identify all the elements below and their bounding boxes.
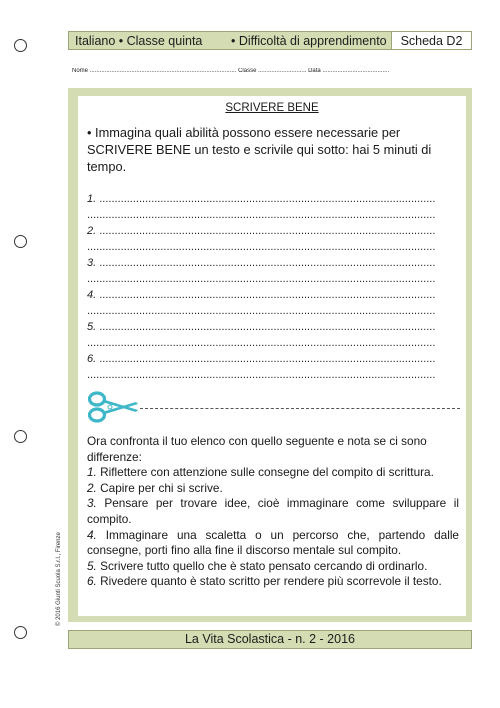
answer-number: 2. [87, 225, 97, 237]
comparison-section [87, 434, 459, 590]
answer-line-5[interactable]: 5. .............................................................................................................. [87, 321, 436, 333]
answer-line-continuation[interactable]: .................................................................................................................. [87, 337, 436, 349]
item-text: Pensare per trovare idee, cioè immaginare come sviluppare il compito. [87, 496, 459, 526]
answer-line-continuation[interactable]: .................................................................................................................. [87, 209, 436, 221]
answer-line-2[interactable]: 2. .............................................................................................................. [87, 225, 436, 237]
class-field[interactable]: ............................. [258, 68, 307, 74]
subject-label: Italiano • Classe quinta [75, 33, 203, 48]
answer-lines [87, 191, 455, 383]
date-field[interactable]: ........................................ [322, 68, 390, 74]
item-number: 2. [87, 480, 97, 495]
answer-line-6[interactable]: 6. .............................................................................................................. [87, 353, 436, 365]
answer-line-continuation[interactable]: .................................................................................................................. [87, 369, 436, 381]
comparison-intro: Ora confronta il tuo elenco con quello seguente e nota se ci sono differenze: [87, 434, 427, 464]
exercise-title: SCRIVERE BENE [225, 102, 319, 114]
sheet-code-label: Scheda D2 [391, 32, 471, 49]
comparison-item-1 [87, 465, 459, 481]
item-number: 1. [87, 465, 97, 480]
copyright-notice: © 2016 Giunti Scuola S.r.l., Firenze [56, 532, 62, 626]
answer-line-4[interactable]: 4. .............................................................................................................. [87, 289, 436, 301]
binder-hole [14, 235, 27, 248]
item-text: Scrivere tutto quello che è stato pensato cercando di ordinarlo. [96, 558, 428, 573]
answer-line-3[interactable]: 3. .............................................................................................................. [87, 257, 436, 269]
exercise-area [78, 96, 466, 616]
answer-line-continuation[interactable]: .................................................................................................................. [87, 241, 436, 253]
comparison-item-5 [87, 559, 459, 575]
answer-number: 4. [87, 289, 97, 301]
worksheet-header [68, 31, 472, 50]
item-text: Immaginare una scaletta o un percorso che, partendo dalle consegne, porti fino alla fine il discorso mentale sul compito. [87, 527, 459, 558]
name-field[interactable]: ........................................................................................ [89, 68, 237, 74]
answer-line-1[interactable]: 1. .............................................................................................................. [87, 193, 436, 205]
answer-number: 6. [87, 353, 97, 365]
item-number: 5. [87, 558, 97, 573]
item-text: Riflettere con attenzione sulle consegne del compito di scrittura. [96, 465, 434, 480]
scissors-icon [86, 389, 140, 425]
comparison-item-4 [87, 528, 459, 559]
name-label: Nome [72, 68, 89, 74]
student-info-row [72, 68, 472, 74]
comparison-item-2 [87, 481, 459, 497]
worksheet-footer: La Vita Scolastica - n. 2 - 2016 [68, 630, 472, 649]
topic-label: • Difficoltà di apprendimento [231, 33, 387, 48]
date-label: Data [308, 68, 321, 74]
class-label: Classe [238, 68, 257, 74]
item-number: 3. [87, 496, 97, 511]
answer-number: 5. [87, 321, 97, 333]
item-number: 4. [87, 527, 97, 542]
binder-hole [14, 626, 27, 639]
exercise-instruction: • Immagina quali abilità possono essere necessarie per SCRIVERE BENE un testo e scrivile qui sotto: hai 5 minuti di tempo. [87, 125, 432, 174]
binder-hole [14, 39, 27, 52]
item-text: Rivedere quanto è stato scritto per rendere più scorrevole il testo. [96, 574, 442, 589]
cut-line [140, 408, 460, 409]
answer-line-continuation[interactable]: .................................................................................................................. [87, 273, 436, 285]
comparison-item-6 [87, 574, 459, 590]
answer-line-continuation[interactable]: .................................................................................................................. [87, 305, 436, 317]
comparison-item-3 [87, 496, 459, 527]
item-text: Capire per chi si scrive. [96, 480, 223, 495]
answer-number: 1. [87, 193, 97, 205]
binder-hole [14, 430, 27, 443]
answer-number: 3. [87, 257, 97, 269]
item-number: 6. [87, 574, 97, 589]
